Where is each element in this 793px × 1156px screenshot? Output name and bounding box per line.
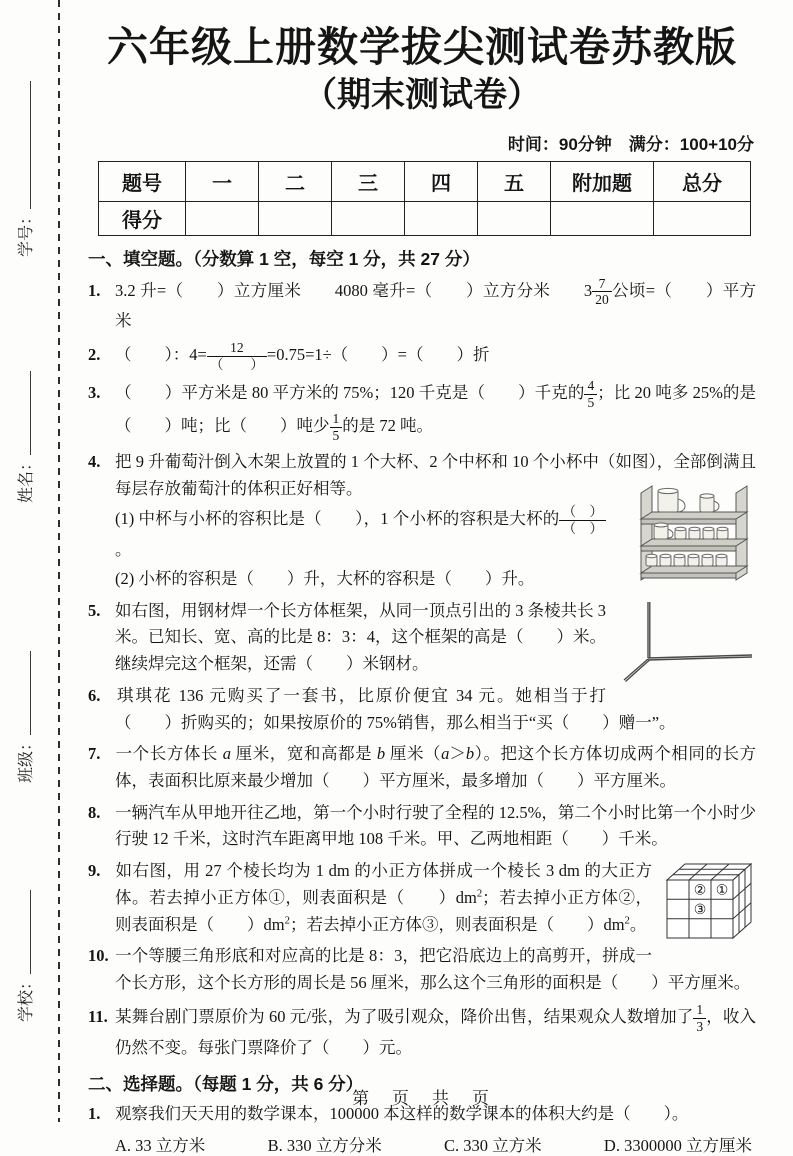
- question-3-text: （ ）平方米是 80 平方米的 75%；120 千克是（ ）千克的 $\frac{4}{5}$ ；比 20 吨多 25%的是（ ）吨；比（ ）吨少 $\frac{1}{5}$ 的是 72 吨。: [115, 378, 756, 443]
- score-cell: [654, 201, 751, 235]
- fraction: $\frac{( )}{( )}$: [559, 504, 606, 537]
- student-id-label: 学号：: [18, 208, 35, 257]
- question-4-number: 4.: [88, 451, 101, 471]
- score-cell: [405, 201, 478, 235]
- score-cell: [478, 201, 551, 235]
- question-4-sub-2: (2) 小杯的容积是（ ）升，大杯的容积是（ ）升。: [115, 568, 535, 588]
- score-col-1: 一: [186, 161, 259, 201]
- question-6-number: 6.: [88, 685, 101, 705]
- question-8-text: 一辆汽车从甲地开往乙地，第一个小时行驶了全程的 12.5%，第二个小时比第一个小时少行驶 12 千米，这时汽车距离甲地 108 千米。甲、乙两地相距（ ）千米。: [115, 802, 756, 849]
- question-3-number: 3.: [88, 383, 101, 403]
- question-7-text: 一个长方体长 a 厘米，宽和高都是 b 厘米（a＞b）。把这个长方体切成两个相同的长方体，表面积比原来最少增加（ ）平方厘米，最多增加（ ）平方厘米。: [115, 744, 757, 790]
- question-8: [88, 800, 756, 853]
- cuboid-frame-figure: [618, 600, 756, 682]
- fraction: $\frac{7}{20}$: [592, 276, 612, 309]
- question-10-number: 10.: [88, 946, 109, 966]
- school-field: [13, 890, 36, 1022]
- question-11: [88, 1002, 756, 1062]
- cube-label-2: ②: [693, 883, 707, 899]
- score-cell: [332, 201, 405, 235]
- page-title: 六年级上册数学拔尖测试卷苏教版: [107, 24, 737, 70]
- score-col-4: 四: [405, 161, 478, 201]
- choice-question-1-number: 1.: [88, 1104, 101, 1124]
- question-2-text: （ ）：4= $\frac{12}{( )}$ =0.75=1÷（ ）=（ ）折: [115, 340, 490, 373]
- question-1: [88, 276, 756, 336]
- student-name-field: [13, 371, 36, 503]
- cube-label-3: ③: [693, 903, 707, 919]
- question-10-text: 一个等腰三角形底和对应高的比是 8：3，把它沿底边上的高剪开，拼成一个长方形，这个长方形的周长是 56 厘米，那么这个三角形的面积是（ ）平方厘米。: [115, 946, 751, 992]
- student-id-field: [13, 81, 36, 257]
- class-blank: [13, 651, 31, 735]
- school-label: 学校：: [18, 973, 35, 1022]
- question-7-number: 7.: [88, 744, 101, 764]
- question-4: [88, 449, 756, 593]
- score-cell: [186, 201, 259, 235]
- score-col-total: 总分: [654, 161, 751, 201]
- choice-question-1-options: [88, 1132, 756, 1156]
- option-b: B. 330 立方分米: [267, 1136, 382, 1156]
- class-label: 班级：: [18, 734, 35, 783]
- section-2-heading: 二、选择题。（每题 1 分，共 6 分）: [88, 1074, 364, 1095]
- page-subtitle: （期末测试卷）: [303, 76, 541, 115]
- cube-label-1: ①: [715, 883, 729, 899]
- exam-page: [88, 0, 756, 1156]
- question-9: [88, 858, 756, 938]
- question-2: [88, 340, 756, 373]
- question-1-number: 1.: [88, 280, 101, 300]
- student-name-blank: [13, 371, 31, 455]
- exam-meta: 时间：90分钟 满分：100+10分: [507, 134, 754, 154]
- choice-question-1-text: 观察我们天天用的数学课本，100000 本这样的数学课本的体积大约是（ ）。: [115, 1104, 689, 1124]
- score-col-bonus: 附加题: [551, 161, 654, 201]
- school-blank: [13, 890, 31, 974]
- question-9-number: 9.: [88, 861, 101, 881]
- score-table-header-row: [99, 161, 751, 201]
- question-5-text: 如右图，用钢材焊一个长方体框架，从同一顶点引出的 3 条棱共长 3 米。已知长、宽、高的比是 8：3：4，这个框架的高是（ ）米。继续焊完这个框架，还需（ ）米钢材。: [115, 600, 606, 674]
- question-5: [88, 598, 756, 678]
- student-name-label: 姓名：: [18, 454, 35, 503]
- score-row-label: 得分: [99, 201, 186, 235]
- option-a: A. 33 立方米: [115, 1136, 206, 1156]
- question-11-text: 某舞台剧门票原价为 60 元/张，为了吸引观众，降价出售，结果观众人数增加了 $\frac{1}{3}$ ，收入仍然不变。每张门票降价了（ ）元。: [115, 1001, 756, 1057]
- option-c: C. 330 立方米: [444, 1136, 542, 1156]
- question-2-number: 2.: [88, 345, 101, 365]
- page-footer: 第 页 共 页: [352, 1089, 492, 1108]
- cube-3x3-figure: [664, 860, 756, 942]
- dashed-cut-line: [58, 0, 60, 1122]
- score-cell: [259, 201, 332, 235]
- question-1-text: 3.2 升=（ ）立方厘米 4080 毫升=（ ）立方分米 3 $\frac{7}{20}$ 公顷=（ ）平方米: [115, 275, 756, 331]
- option-d: D. 3300000 立方厘米: [603, 1136, 752, 1156]
- question-4-text: 把 9 升葡萄汁倒入木架上放置的 1 个大杯、2 个中杯和 10 个小杯中（如图），全部倒满且每层存放葡萄汁的体积正好相等。: [115, 451, 756, 498]
- question-3: [88, 378, 756, 444]
- question-4-sub-1: (1) 中杯与小杯的容积比是（ ），1 个小杯的容积是大杯的 $\frac{( )}{( )}$ 。: [115, 504, 606, 564]
- score-table-corner: 题号: [99, 161, 186, 201]
- student-info-rail: [0, 0, 56, 1122]
- cups-shelf-figure: [638, 481, 750, 581]
- fraction: $\frac{12}{( )}$: [207, 340, 267, 373]
- question-6: [88, 683, 756, 736]
- section-1-heading: 一、填空题。（分数算 1 空，每空 1 分，共 27 分）: [88, 248, 480, 269]
- score-table: [98, 161, 751, 236]
- question-5-number: 5.: [88, 600, 101, 620]
- question-9-text: 如右图，用 27 个棱长均为 1 dm 的小正方体拼成一个棱长 3 dm 的大正方体。若去掉小正方体①，则表面积是（ ）$dm^2$；若去掉小正方体②，则表面积是（ ）$dm^2$；若去掉小正方体③，则表面积是（ ）$dm^2$。: [115, 861, 652, 934]
- student-id-blank: [13, 81, 31, 209]
- score-col-3: 三: [332, 161, 405, 201]
- score-col-2: 二: [259, 161, 332, 201]
- score-cell: [551, 201, 654, 235]
- score-table-score-row: [99, 201, 751, 235]
- fraction: $\frac{1}{3}$: [693, 1002, 706, 1035]
- question-8-number: 8.: [88, 802, 101, 822]
- question-6-text: 琪琪花 136 元购买了一套书，比原价便宜 34 元。她相当于打（ ）折购买的；如果按原价的 75%销售，那么相当于“买（ ）赠一”。: [115, 685, 676, 732]
- class-field: [13, 651, 36, 783]
- question-10: [88, 943, 756, 996]
- fraction: $\frac{4}{5}$: [584, 378, 597, 411]
- question-11-number: 11.: [88, 1006, 108, 1026]
- score-col-5: 五: [478, 161, 551, 201]
- fraction: $\frac{1}{5}$: [330, 411, 343, 444]
- question-7: [88, 741, 756, 794]
